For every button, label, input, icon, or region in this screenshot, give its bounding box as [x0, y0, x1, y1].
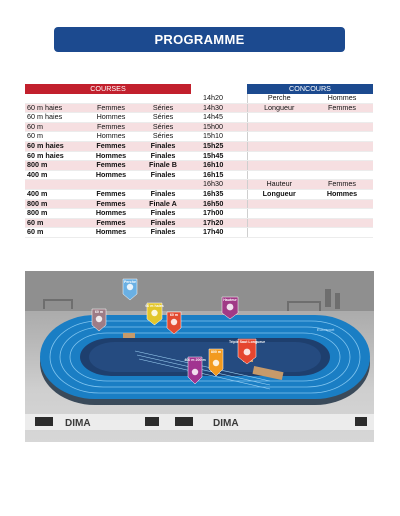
category-cell: Hommes	[87, 170, 135, 180]
concours-category-cell: Femmes	[311, 180, 373, 190]
time-cell: 16h30	[191, 180, 247, 190]
concours-event-cell	[247, 199, 311, 209]
high-jump-mat	[123, 333, 135, 338]
concours-category-cell	[311, 170, 373, 180]
category-cell: Hommes	[87, 151, 135, 161]
pin-label-800m: 800 m	[210, 349, 222, 354]
courses-header: COURSES	[25, 84, 191, 94]
event-cell: 60 m	[25, 228, 87, 238]
concours-category-cell	[311, 122, 373, 132]
category-cell: Femmes	[87, 189, 135, 199]
pin-label-perche: Perche	[124, 279, 136, 284]
round-cell: Séries	[135, 103, 191, 113]
concours-event-cell	[247, 161, 311, 171]
event-cell: 800 m	[25, 199, 87, 209]
event-cell	[25, 94, 87, 103]
schedule-row	[25, 132, 373, 142]
stand-background	[25, 271, 374, 311]
pin-label-triple-saut-longueur: Triple Saut Longueur	[229, 339, 265, 344]
concours-category-cell	[311, 132, 373, 142]
category-cell: Femmes	[87, 141, 135, 151]
category-cell: Femmes	[87, 122, 135, 132]
concours-category-cell: Hommes	[311, 189, 373, 199]
schedule-row	[25, 122, 373, 132]
round-cell: Finales	[135, 189, 191, 199]
schedule-row	[25, 170, 373, 180]
round-cell: Finales	[135, 218, 191, 228]
concours-category-cell	[311, 199, 373, 209]
round-cell: Séries	[135, 132, 191, 142]
event-cell: 60 m haies	[25, 103, 87, 113]
category-cell	[87, 180, 135, 190]
category-cell: Hommes	[87, 132, 135, 142]
concours-event-cell: Perche	[247, 94, 311, 103]
runner-icon	[192, 369, 198, 375]
schedule-row	[25, 209, 373, 219]
schedule-row	[25, 218, 373, 228]
event-cell: 400 m	[25, 170, 87, 180]
round-cell	[135, 94, 191, 103]
schedule-header-row	[25, 84, 373, 94]
schedule-row	[25, 180, 373, 190]
concours-event-cell	[247, 132, 311, 142]
round-cell: Finales	[135, 209, 191, 219]
hurdles-icon	[151, 310, 157, 316]
concours-category-cell	[311, 151, 373, 161]
concours-event-cell: Longueur	[247, 189, 311, 199]
stadium-illustration	[25, 271, 374, 442]
category-cell: Hommes	[87, 228, 135, 238]
concours-event-cell	[247, 122, 311, 132]
pin-label-400m-200m: 400 m 200 m	[184, 357, 206, 362]
concours-event-cell	[247, 151, 311, 161]
event-cell: 60 m	[25, 122, 87, 132]
lane-text: Eurosport	[317, 327, 335, 332]
schedule-table	[25, 84, 373, 238]
time-cell: 14h30	[191, 103, 247, 113]
concours-category-cell: Hommes	[311, 94, 373, 103]
board-text-left: DIMA	[65, 418, 91, 429]
concours-category-cell	[311, 161, 373, 171]
schedule-row	[25, 228, 373, 238]
round-cell: Séries	[135, 122, 191, 132]
time-cell: 15h10	[191, 132, 247, 142]
high-jump-icon	[227, 304, 234, 311]
event-cell: 800 m	[25, 209, 87, 219]
event-cell: 800 m	[25, 161, 87, 171]
event-cell: 60 m haies	[25, 113, 87, 123]
pole-vault-icon	[127, 284, 133, 290]
concours-event-cell	[247, 228, 311, 238]
concours-category-cell	[311, 113, 373, 123]
category-cell: Femmes	[87, 161, 135, 171]
schedule-row	[25, 113, 373, 123]
event-cell: 60 m haies	[25, 141, 87, 151]
time-cell: 15h25	[191, 141, 247, 151]
time-cell: 15h45	[191, 151, 247, 161]
event-cell: 60 m	[25, 132, 87, 142]
time-cell: 14h20	[191, 94, 247, 103]
schedule-row	[25, 161, 373, 171]
concours-category-cell	[311, 209, 373, 219]
concours-event-cell	[247, 113, 311, 123]
round-cell: Finale A	[135, 199, 191, 209]
category-cell: Femmes	[87, 199, 135, 209]
time-cell: 16h35	[191, 189, 247, 199]
category-cell: Femmes	[87, 103, 135, 113]
category-cell	[87, 94, 135, 103]
time-cell: 15h00	[191, 122, 247, 132]
time-cell: 17h00	[191, 209, 247, 219]
time-cell: 16h15	[191, 170, 247, 180]
schedule-row	[25, 103, 373, 113]
concours-event-cell: Hauteur	[247, 180, 311, 190]
time-cell: 16h50	[191, 199, 247, 209]
time-cell: 17h40	[191, 228, 247, 238]
round-cell: Finales	[135, 228, 191, 238]
programme-banner	[54, 27, 345, 52]
category-cell: Hommes	[87, 209, 135, 219]
concours-category-cell	[311, 218, 373, 228]
schedule-row	[25, 151, 373, 161]
concours-header: CONCOURS	[247, 84, 373, 94]
concours-event-cell	[247, 218, 311, 228]
round-cell: Finale B	[135, 161, 191, 171]
schedule-row	[25, 189, 373, 199]
time-cell: 16h10	[191, 161, 247, 171]
concours-event-cell	[247, 141, 311, 151]
schedule-row	[25, 199, 373, 209]
concours-event-cell: Longueur	[247, 103, 311, 113]
pin-label-60m-haies: 60 m haies	[145, 303, 164, 308]
pin-label-60m-right: 60 m	[169, 312, 179, 317]
page-title: PROGRAMME	[154, 32, 245, 47]
concours-event-cell	[247, 209, 311, 219]
runner-icon	[96, 316, 102, 322]
schedule-row	[25, 141, 373, 151]
event-cell: 60 m haies	[25, 151, 87, 161]
event-cell: 400 m	[25, 189, 87, 199]
event-cell: 60 m	[25, 218, 87, 228]
board-text-right: DIMA	[213, 418, 239, 429]
pin-label-hauteur: Hauteur	[223, 297, 237, 302]
concours-event-cell	[247, 170, 311, 180]
concours-category-cell	[311, 228, 373, 238]
long-jump-icon	[244, 349, 251, 356]
concours-category-cell: Femmes	[311, 103, 373, 113]
concours-category-cell	[311, 141, 373, 151]
runner-icon	[171, 319, 177, 325]
time-cell: 17h20	[191, 218, 247, 228]
round-cell	[135, 180, 191, 190]
round-cell: Séries	[135, 113, 191, 123]
pin-label-60m-left: 60 m	[94, 309, 104, 314]
runner-icon	[213, 360, 219, 366]
round-cell: Finales	[135, 151, 191, 161]
round-cell: Finales	[135, 141, 191, 151]
event-cell	[25, 180, 87, 190]
time-cell: 14h45	[191, 113, 247, 123]
schedule-row	[25, 94, 373, 103]
round-cell: Finales	[135, 170, 191, 180]
category-cell: Femmes	[87, 218, 135, 228]
category-cell: Hommes	[87, 113, 135, 123]
stadium-svg	[25, 271, 374, 442]
